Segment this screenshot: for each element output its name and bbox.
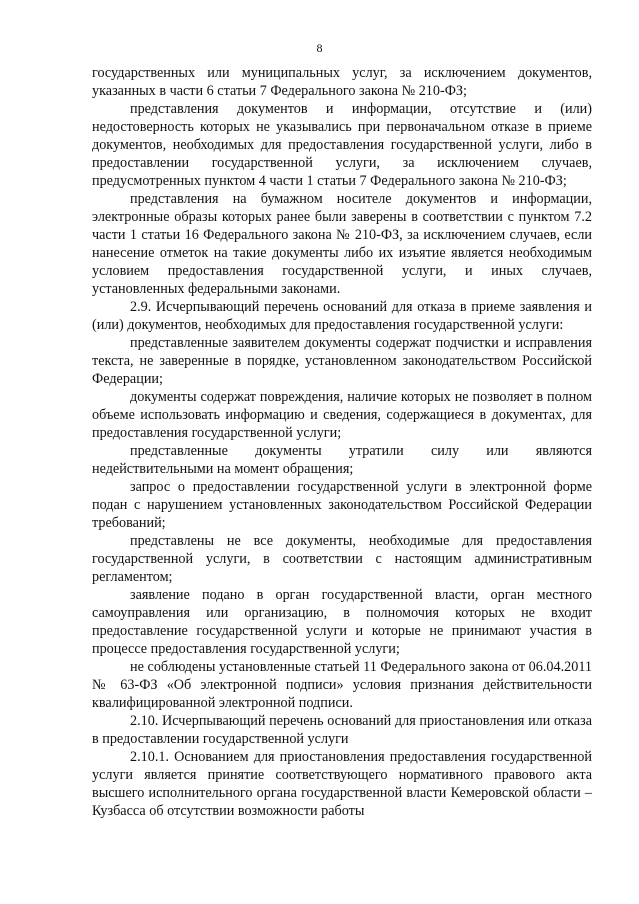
list-item: документы содержат повреждения, наличие которых не позволяет в полном объеме использовать информацию и сведения, содержащиеся в документах, для предоставления государственной услуги; — [92, 389, 592, 441]
section-heading-2-10: 2.10. Исчерпывающий перечень оснований для приостановления или отказа в предоставлении государственной услуги — [92, 713, 592, 747]
paragraph: представления на бумажном носителе документов и информации, электронные образы которых ранее были заверены в соответствии с пунктом 7.2 части 1 статьи 16 Федерального закона № 210-ФЗ, за исключением случаев, если нанесение отметок на такие документы либо их изъятие является необходимым условием предоставления государственной услуги, и иных случаев, установленных федеральными законами. — [92, 191, 592, 297]
list-item: представленные заявителем документы содержат подчистки и исправления текста, не заверенные в порядке, установленном законодательством Российской Федерации; — [92, 335, 592, 387]
list-item: представленные документы утратили силу или являются недействительными на момент обращения; — [92, 443, 592, 477]
page-number: 8 — [316, 41, 323, 55]
list-item: не соблюдены установленные статьей 11 Федерального закона от 06.04.2011 № 63-ФЗ «Об электронной подписи» условия признания действительности квалифицированной электронной подписи. — [92, 659, 592, 711]
paragraph: государственных или муниципальных услуг, за исключением документов, указанных в части 6 статьи 7 Федерального закона № 210-ФЗ; — [92, 65, 592, 99]
list-item: представлены не все документы, необходимые для предоставления государственной услуги, в соответствии с настоящим административным регламентом; — [92, 533, 592, 585]
document-body — [92, 64, 592, 820]
list-item: запрос о предоставлении государственной услуги в электронной форме подан с нарушением установленных законодательством Российской Федерации требований; — [92, 479, 592, 531]
list-item: заявление подано в орган государственной власти, орган местного самоуправления или организацию, в полномочия которых не входит предоставление государственной услуги и которые не принимают участия в процессе предоставления государственной услуги; — [92, 587, 592, 657]
section-heading-2-9: 2.9. Исчерпывающий перечень оснований для отказа в приеме заявления и (или) документов, необходимых для предоставления государственной услуги: — [92, 299, 592, 333]
paragraph: представления документов и информации, отсутствие и (или) недостоверность которых не указывались при первоначальном отказе в приеме документов, необходимых для предоставления государственной услуги, либо в предоставлении государственной услуги, за исключением случаев, предусмотренных пунктом 4 части 1 статьи 7 Федерального закона № 210-ФЗ; — [92, 101, 592, 189]
paragraph-2-10-1: 2.10.1. Основанием для приостановления предоставления государственной услуги является принятие соответствующего нормативного правового акта высшего исполнительного органа государственной власти Кемеровской области – Кузбасса об отсутствии возможности работы — [92, 749, 592, 819]
